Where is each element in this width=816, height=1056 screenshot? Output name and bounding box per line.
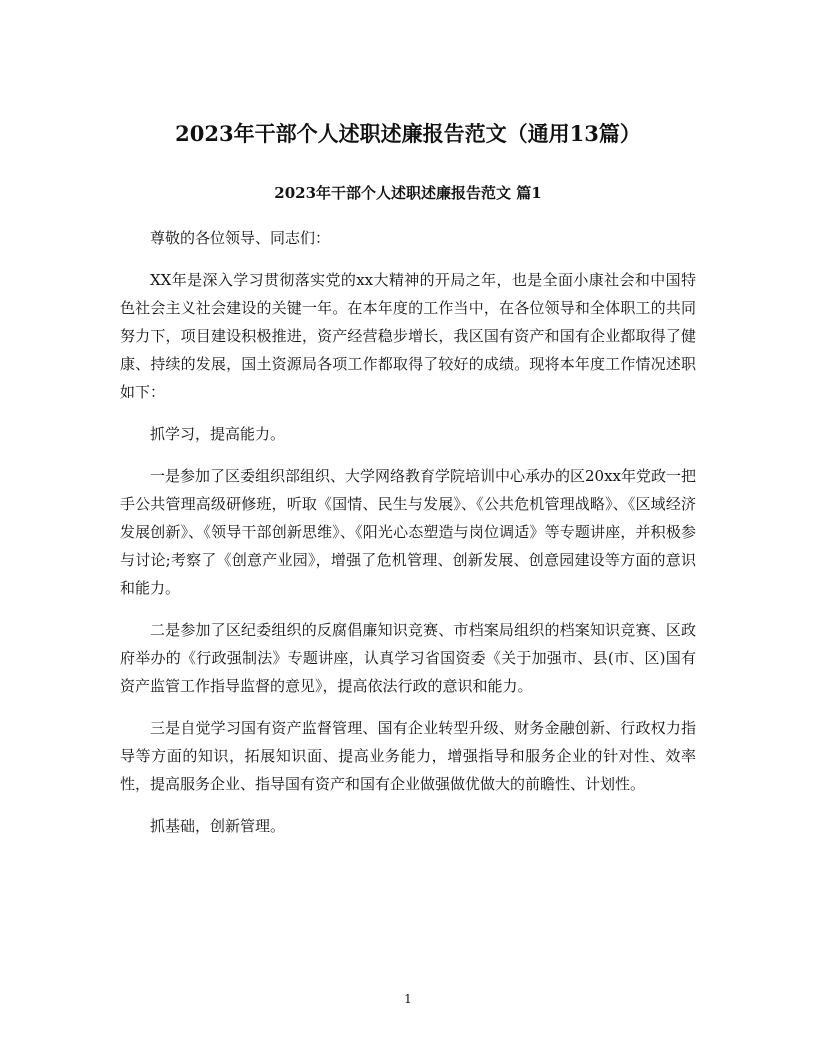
paragraph-greeting: 尊敬的各位领导、同志们： xyxy=(150,229,331,247)
section-title: 2023年干部个人述职述廉报告范文 篇1 xyxy=(274,184,542,202)
paragraph-item-two: 二是参加了区纪委组织的反腐倡廉知识竞赛、市档案局组织的档案知识竞赛、区政府举办的《行政强制法》专题讲座，认真学习省国资委《关于加强市、县(市、区)国有资产监管工作指导监督的意见》，提高依法行政的意识和能力。 xyxy=(120,621,696,695)
paragraph-heading-study: 抓学习，提高能力。 xyxy=(150,425,286,443)
document-body xyxy=(120,224,696,854)
paragraph-item-three: 三是自觉学习国有资产监督管理、国有企业转型升级、财务金融创新、行政权力指导等方面的知识，拓展知识面、提高业务能力，增强指导和服务企业的针对性、效率性，提高服务企业、指导国有资产和国有企业做强做优做大的前瞻性、计划性。 xyxy=(120,719,696,793)
document-title: 2023年干部个人述职述廉报告范文（通用13篇） xyxy=(175,121,641,146)
page-number: 1 xyxy=(404,992,412,1006)
paragraph-heading-foundation: 抓基础，创新管理。 xyxy=(150,817,286,835)
paragraph-item-one: 一是参加了区委组织部组织、大学网络教育学院培训中心承办的区20xx年党政一把手公共管理高级研修班，听取《国情、民生与发展》、《公共危机管理战略》、《区域经济发展创新》、《领导干部创新思维》、《阳光心态塑造与岗位调适》等专题讲座，并积极参与讨论;考察了《创意产业园》，增强了危机管理、创新发展、创意园建设等方面的意识和能力。 xyxy=(120,467,697,597)
paragraph-intro: XX年是深入学习贯彻落实党的xx大精神的开局之年，也是全面小康社会和中国特色社会主义社会建设的关键一年。在本年度的工作当中，在各位领导和全体职工的共同努力下，项目建设积极推进，资产经营稳步增长，我区国有资产和国有企业都取得了健康、持续的发展，国土资源局各项工作都取得了较好的成绩。现将本年度工作情况述职如下： xyxy=(120,271,696,401)
